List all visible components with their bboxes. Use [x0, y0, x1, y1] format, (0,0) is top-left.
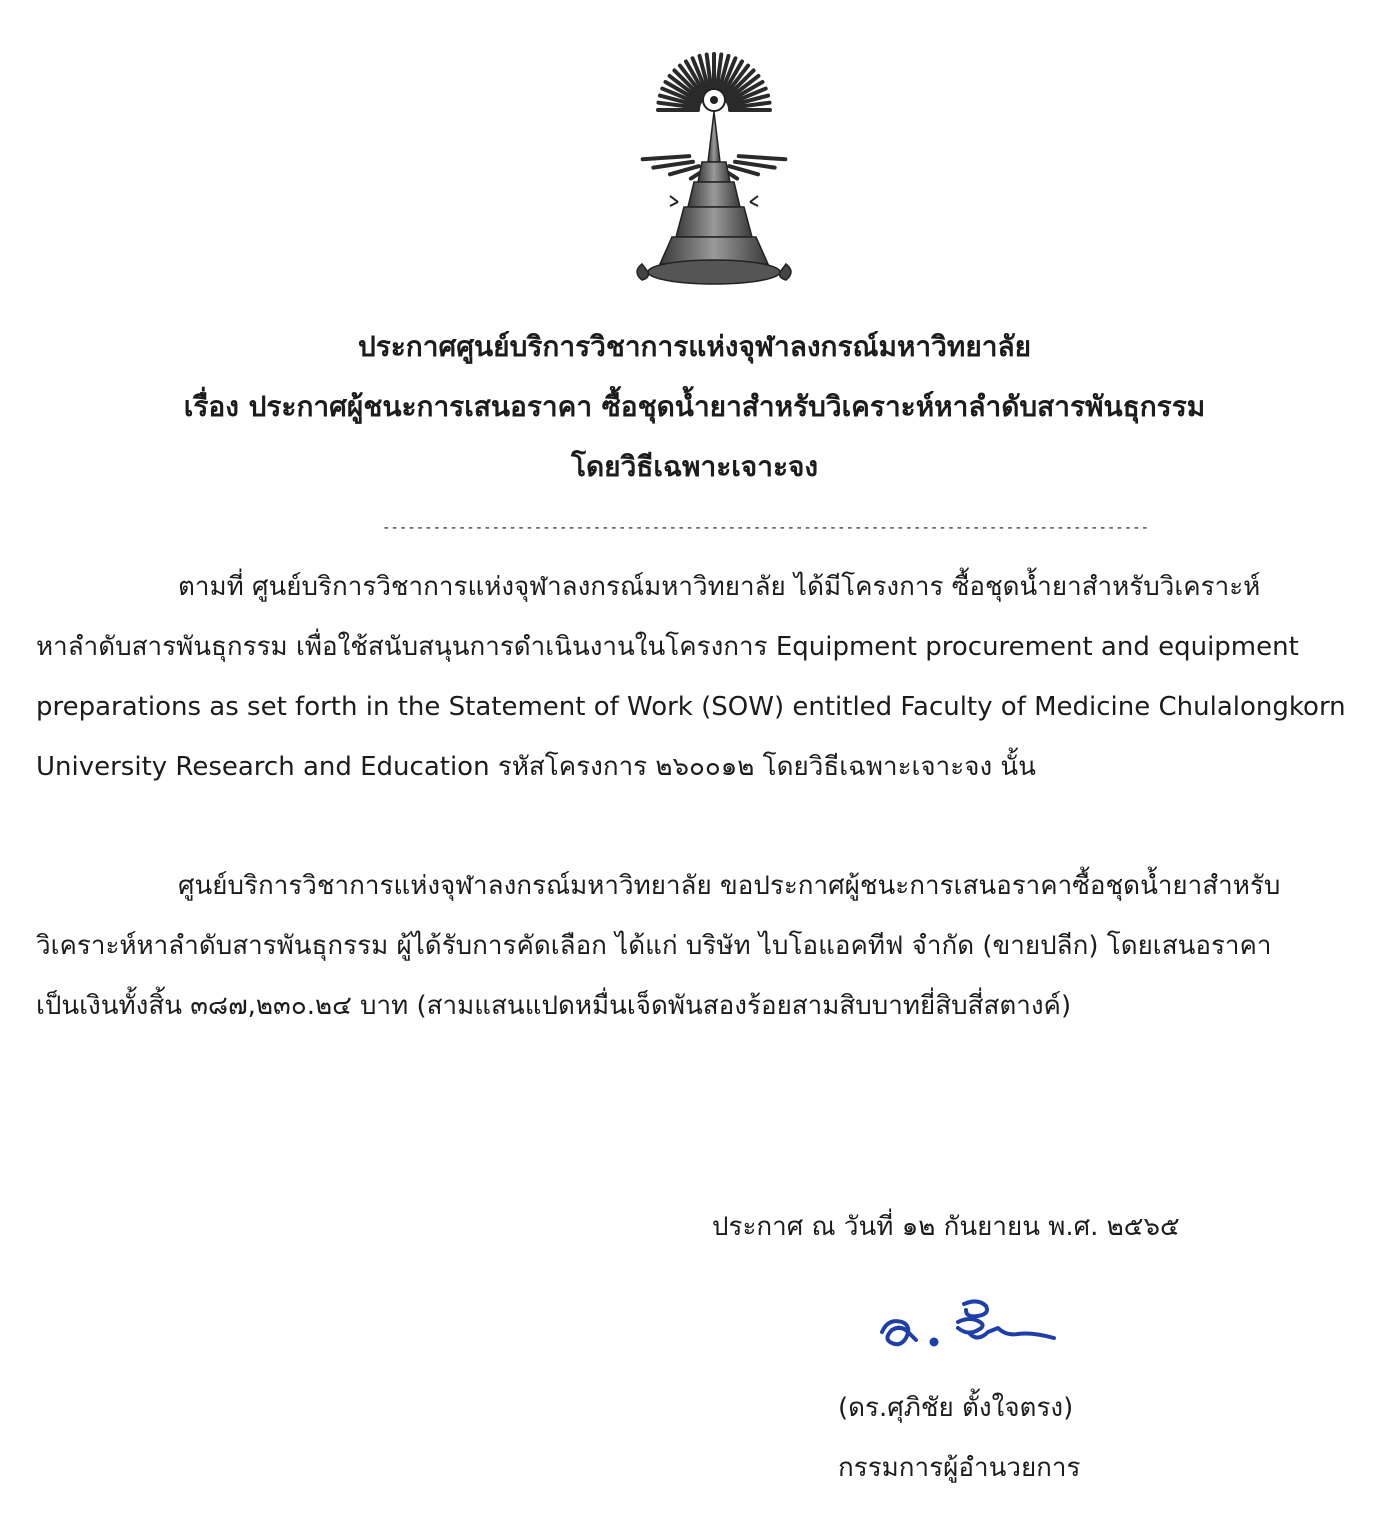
paragraph-2-line-1: ศูนย์บริการวิชาการแห่งจุฬาลงกรณ์มหาวิทยาลัย ขอประกาศผู้ชนะการเสนอราคาซื้อชุดน้ำยาสำหรับ — [178, 871, 1281, 901]
paragraph-1-line-2: หาลำดับสารพันธุกรรม เพื่อใช้สนับสนุนการดำเนินงานในโครงการ Equipment procurement and equipment — [36, 632, 1299, 662]
paragraph-2-line-3: เป็นเงินทั้งสิ้น ๓๘๗,๒๓๐.๒๔ บาท (สามแสนแปดหมื่นเจ็ดพันสองร้อยสามสิบบาทยี่สิบสี่สตางค์) — [36, 991, 1072, 1021]
announcement-title: ประกาศศูนย์บริการวิชาการแห่งจุฬาลงกรณ์มหาวิทยาลัย — [357, 330, 1032, 363]
signer-name: (ดร.ศุภิชัย ตั้งใจตรง) — [838, 1393, 1074, 1423]
procurement-method: โดยวิธีเฉพาะเจาะจง — [570, 450, 819, 483]
announcement-date: ประกาศ ณ วันที่ ๑๒ กันยายน พ.ศ. ๒๕๖๕ — [712, 1212, 1180, 1242]
signer-title: กรรมการผู้อำนวยการ — [838, 1453, 1081, 1483]
paragraph-2-line-2: วิเคราะห์หาลำดับสารพันธุกรรม ผู้ได้รับการคัดเลือก ได้แก่ บริษัท ไบโอแอคทีฟ จำกัด (ขายปลีก) โดยเสนอราคา — [36, 931, 1272, 961]
emblem-ray — [729, 166, 758, 174]
emblem-ray — [643, 156, 690, 159]
emblem-ray — [739, 156, 786, 159]
paragraph-1-line-3: preparations as set forth in the Statement of Work (SOW) entitled Faculty of Medicine Chulalongkorn — [36, 692, 1346, 722]
handwritten-signature — [872, 1292, 1062, 1362]
announcement-subject: เรื่อง ประกาศผู้ชนะการเสนอราคา ซื้อชุดน้ำยาสำหรับวิเคราะห์หาลำดับสารพันธุกรรม — [183, 390, 1206, 423]
emblem-ray — [653, 162, 693, 168]
emblem-ray — [670, 166, 699, 174]
emblem-ray — [735, 162, 775, 168]
title-separator: ------------------------------------------------------------------------------------------- — [382, 520, 1150, 536]
paragraph-1-line-4: University Research and Education รหัสโครงการ ๒๖๐๐๑๒ โดยวิธีเฉพาะเจาะจง นั้น — [36, 752, 1036, 782]
paragraph-1-line-1: ตามที่ ศูนย์บริการวิชาการแห่งจุฬาลงกรณ์มหาวิทยาลัย ได้มีโครงการ ซื้อชุดน้ำยาสำหรับวิเคราะห์ — [178, 572, 1261, 602]
university-emblem-icon — [628, 52, 798, 292]
